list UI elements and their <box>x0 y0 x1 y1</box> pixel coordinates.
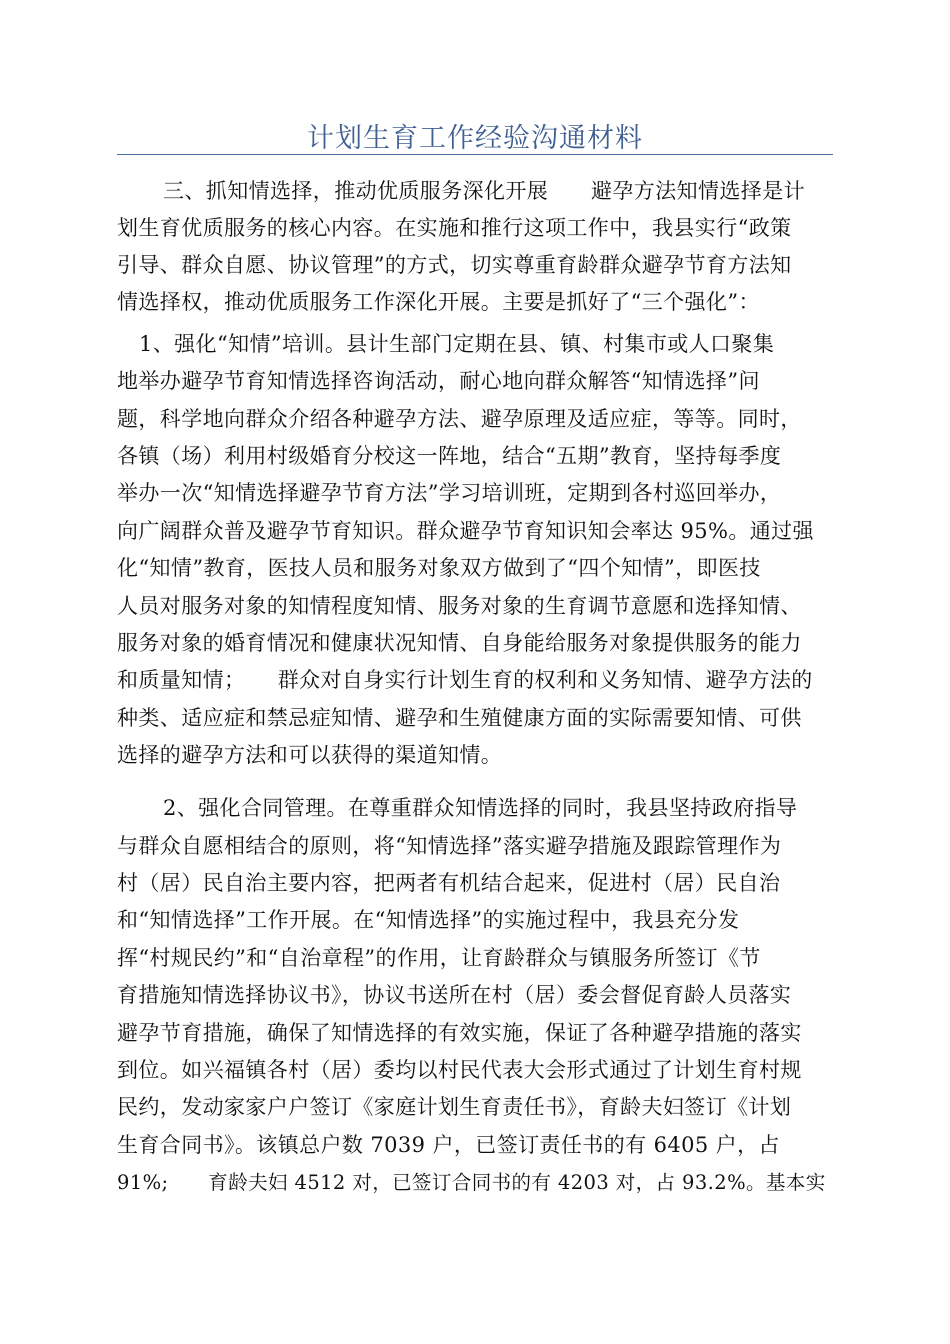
body-line: 引导、群众自愿、协议管理”的方式，切实尊重育龄群众避孕节育方法知 <box>117 253 792 277</box>
document-title: 计划生育工作经验沟通材料 <box>307 123 643 154</box>
body-line: 举办一次“知情选择避孕节育方法”学习培训班，定期到各村巡回举办， <box>117 481 782 505</box>
body-line: 各镇（场）利用村级婚育分校这一阵地，结合“五期”教育，坚持每季度 <box>117 444 782 468</box>
body-line: 和“知情选择”工作开展。在“知情选择”的实施过程中，我县充分发 <box>117 908 740 932</box>
body-line: 服务对象的婚育情况和健康状况知情、自身能给服务对象提供服务的能力 <box>117 631 802 655</box>
body-line: 到位。如兴福镇各村（居）委均以村民代表大会形式通过了计划生育村规 <box>117 1058 802 1082</box>
body-line: 化“知情”教育，医技人员和服务对象双方做到了“四个知情”，即医技 <box>117 556 761 580</box>
body-line: 生育合同书》。该镇总户数 7039 户，已签订责任书的有 6405 户，占 <box>117 1133 780 1157</box>
body-line: 育措施知情选择协议书》，协议书送所在村（居）委会督促育龄人员落实 <box>117 983 792 1007</box>
body-line: 选择的避孕方法和可以获得的渠道知情。 <box>117 743 503 767</box>
body-line: 民约，发动家家户户签订《家庭计划生育责任书》，育龄夫妇签订《计划 <box>117 1095 792 1119</box>
body-line: 1、强化“知情”培训。县计生部门定期在县、镇、村集市或人口聚集 <box>139 332 775 356</box>
body-line: 题，科学地向群众介绍各种避孕方法、避孕原理及适应症，等等。同时， <box>117 407 802 431</box>
body-line: 91%; 育龄夫妇 4512 对，已签订合同书的有 4203 对，占 93.2%。基本实 <box>117 1171 826 1194</box>
body-line: 向广阔群众普及避孕节育知识。群众避孕节育知识知会率达 95%。通过强 <box>117 519 814 543</box>
body-line: 村（居）民自治主要内容，把两者有机结合起来，促进村（居）民自治 <box>117 871 781 895</box>
body-line: 划生育优质服务的核心内容。在实施和推行这项工作中，我县实行“政策 <box>117 216 792 240</box>
body-line: 种类、适应症和禁忌症知情、避孕和生殖健康方面的实际需要知情、可供 <box>117 706 802 730</box>
body-line: 挥“村规民约”和“自治章程”的作用，让育龄群众与镇服务所签订《节 <box>117 946 761 970</box>
body-line: 2、强化合同管理。在尊重群众知情选择的同时，我县坚持政府指导 <box>163 796 798 820</box>
title-underline <box>117 154 833 155</box>
body-line: 三、抓知情选择，推动优质服务深化开展 避孕方法知情选择是计 <box>163 179 805 203</box>
body-line: 地举办避孕节育知情选择咨询活动，耐心地向群众解答“知情选择”问 <box>117 369 760 393</box>
body-line: 和质量知情； 群众对自身实行计划生育的权利和义务知情、避孕方法的 <box>117 668 813 692</box>
body-line: 情选择权，推动优质服务工作深化开展。主要是抓好了“三个强化”： <box>117 290 760 314</box>
body-line: 与群众自愿相结合的原则，将“知情选择”落实避孕措施及跟踪管理作为 <box>117 834 782 858</box>
body-line: 人员对服务对象的知情程度知情、服务对象的生育调节意愿和选择知情、 <box>117 594 802 618</box>
body-line: 避孕节育措施，确保了知情选择的有效实施，保证了各种避孕措施的落实 <box>117 1021 802 1045</box>
